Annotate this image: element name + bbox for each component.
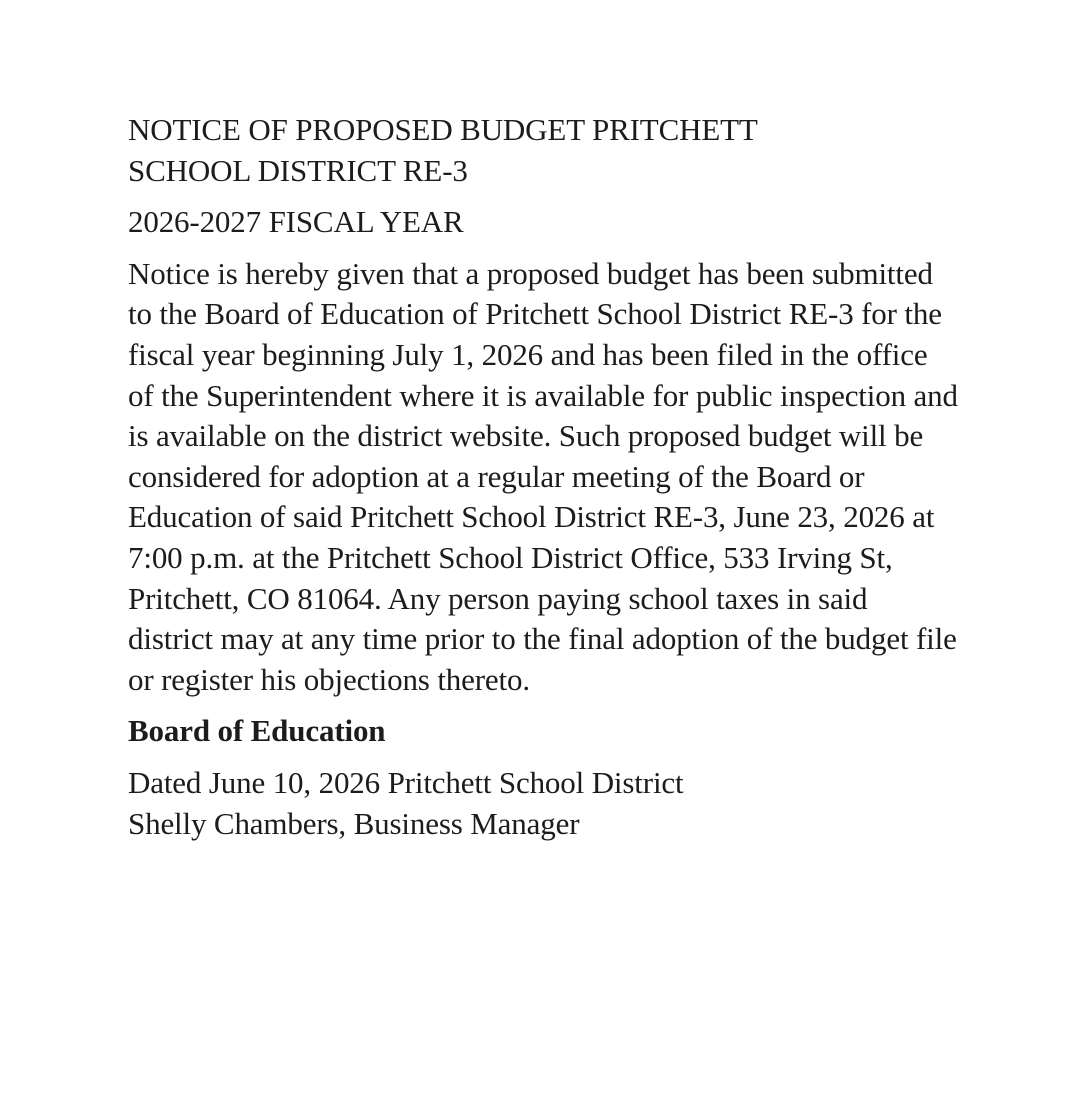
legal-notice	[128, 110, 958, 844]
signatory-line: Shelly Chambers, Business Manager	[128, 805, 580, 841]
dated-line: Dated June 10, 2026 Pritchett School District	[128, 764, 684, 800]
notice-body: Notice is hereby given that a proposed budget has been submitted to the Board of Education of Pritchett School District RE-3 for the fiscal year beginning July 1, 2026 and has been filed in the office of the Superintendent where it is available for public inspection and is available on the district website. Such proposed budget will be considered for adoption at a regular meeting of the Board or Education of said Pritchett School District RE-3, June 23, 2026 at 7:00 p.m. at the Pritchett School District Office, 533 Irving St, Pritchett, CO 81064. Any person paying school taxes in said district may at any time prior to the final adoption of the budget file or register his objections thereto.	[128, 255, 958, 697]
signoff-block	[128, 763, 958, 844]
notice-title: NOTICE OF PROPOSED BUDGET PRITCHETT SCHOOL DISTRICT RE-3	[128, 112, 758, 188]
board-heading: Board of Education	[128, 713, 386, 749]
fiscal-year-heading: 2026-2027 FISCAL YEAR	[128, 204, 464, 240]
